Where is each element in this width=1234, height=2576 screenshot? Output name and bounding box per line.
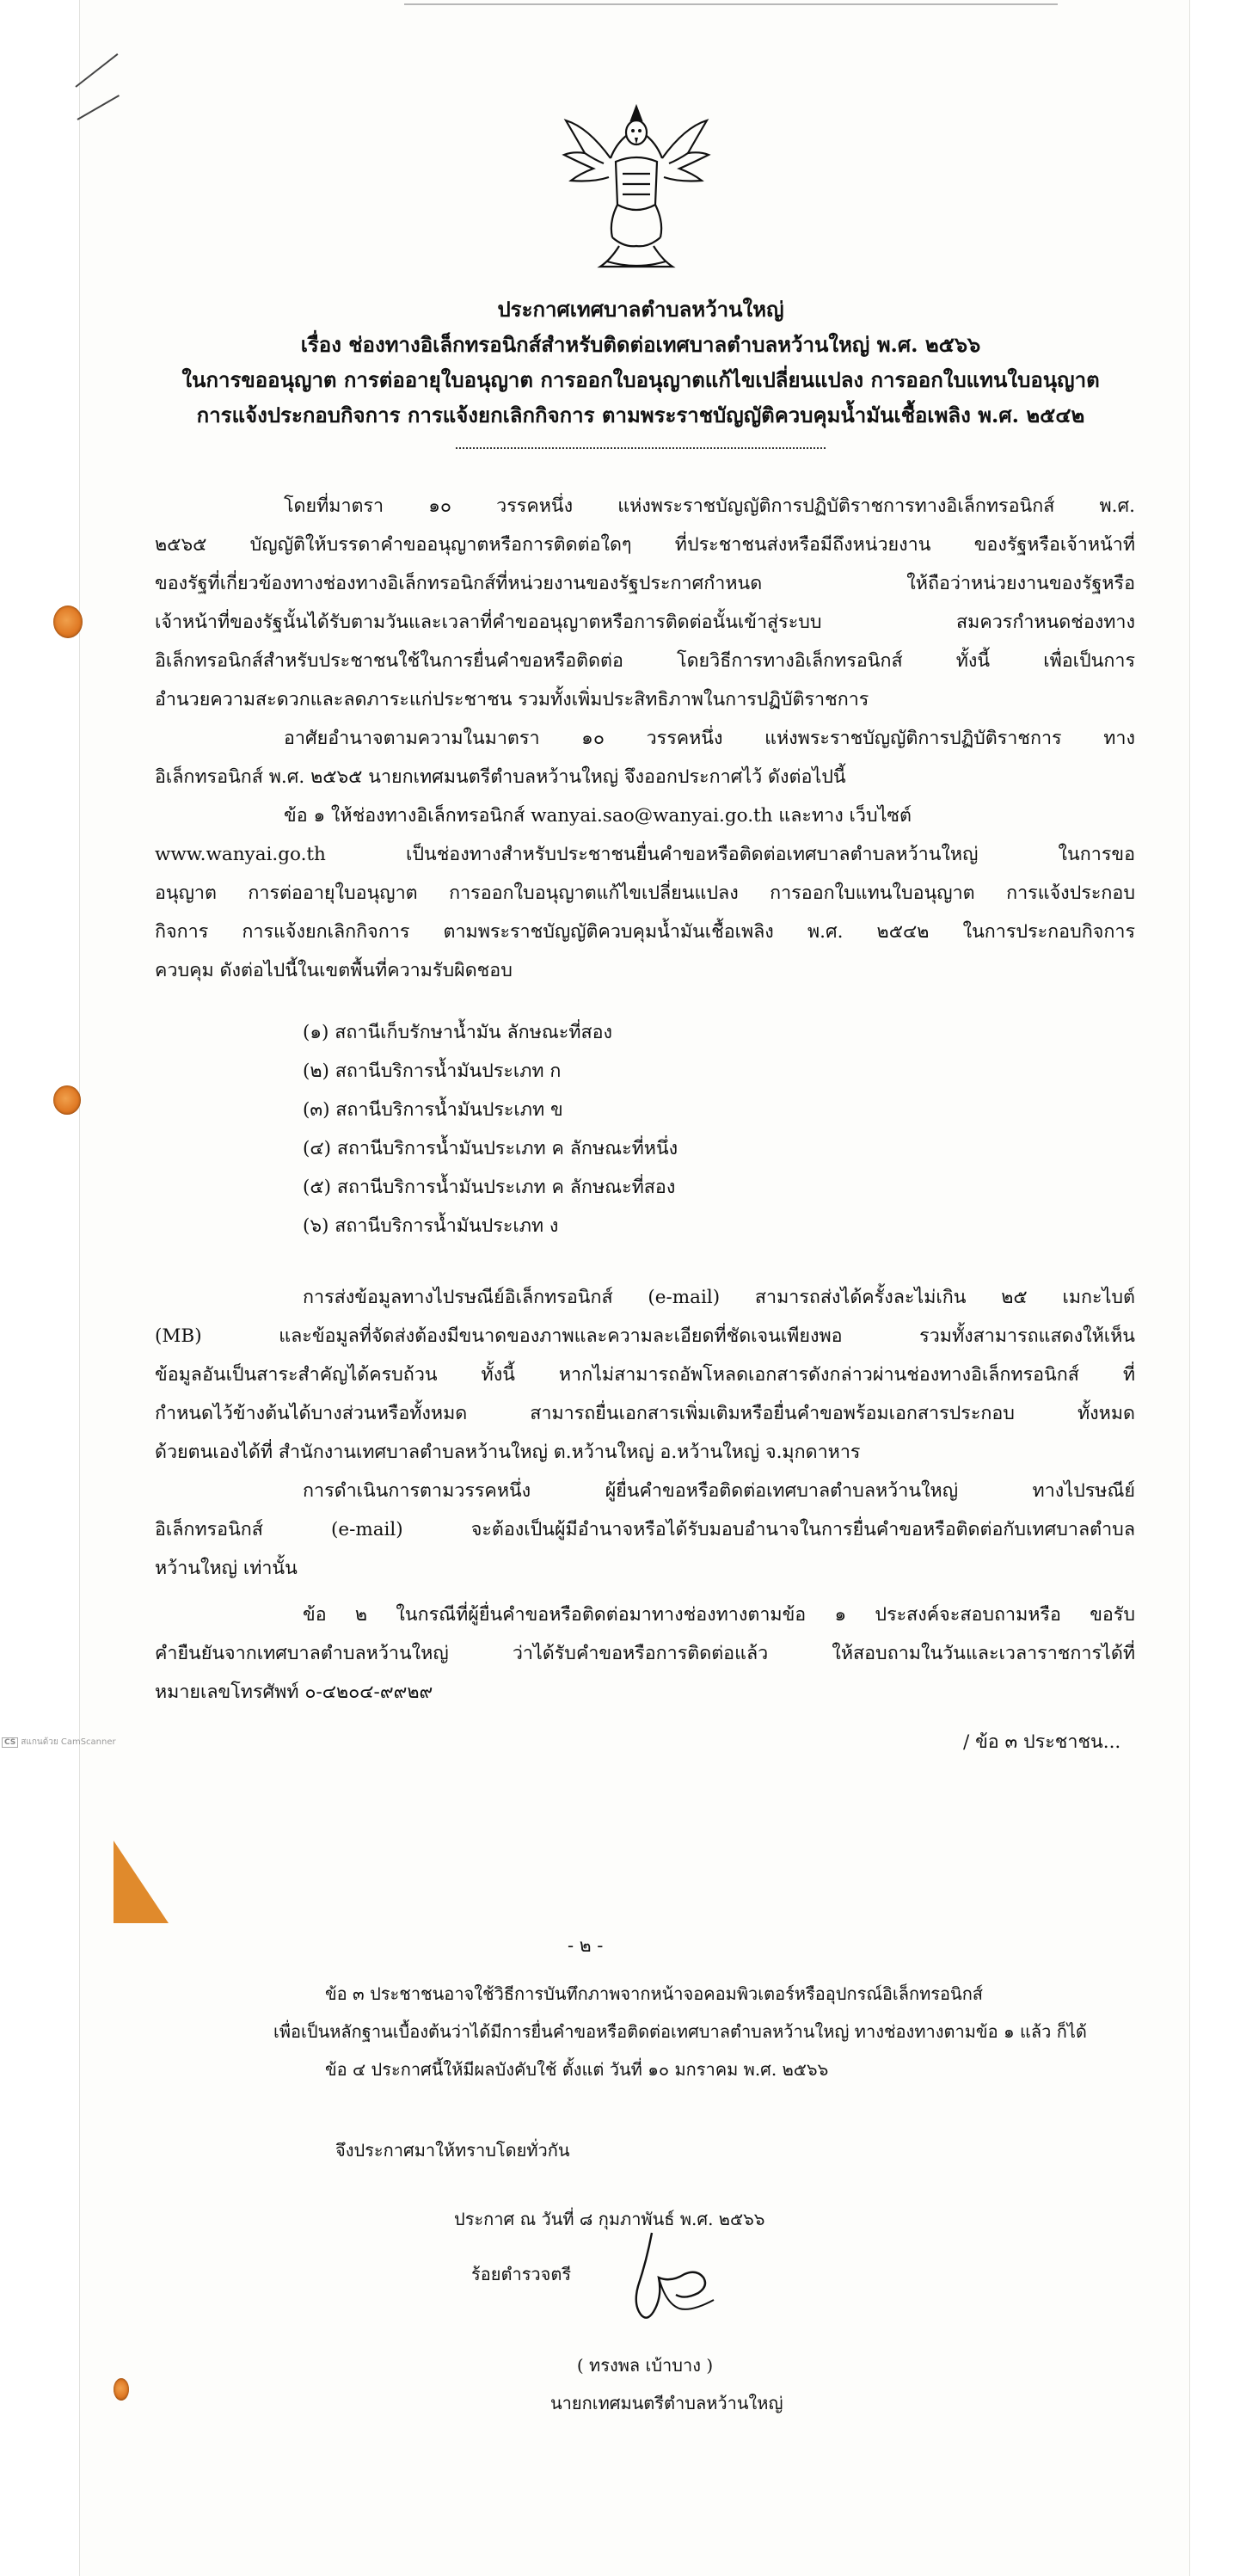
scan-edge-line xyxy=(404,3,1058,5)
signer-position: นายกเทศมนตรีตำบลหว้านใหญ่ xyxy=(550,2393,783,2413)
announcement-subject-line-4: การแจ้งประกอบกิจการ การแจ้งยกเลิกกิจการ ตามพระราชบัญญัติควบคุมน้ำมันเชื้อเพลิง พ.ศ. ๒๕๔๒ xyxy=(196,403,1085,427)
clause3-line: เพื่อเป็นหลักฐานเบื้องต้นว่าได้มีการยื่นคำขอหรือติดต่อเทศบาลตำบลหว้านใหญ่ ทางช่องทางตามข้อ ๑ แล้ว ก็ได้ xyxy=(273,2021,1087,2042)
list-item: (๑) สถานีเก็บรักษาน้ำมัน ลักษณะที่สอง xyxy=(303,1022,613,1043)
tape-corner xyxy=(114,1841,169,1923)
dotted-separator xyxy=(456,447,826,449)
camscanner-label: สแกนด้วย CamScanner xyxy=(21,1737,116,1747)
para4-line: อิเล็กทรอนิกส์ (e-mail) จะต้องเป็นผู้มีอำนาจหรือได้รับมอบอำนาจในการยื่นคำขอหรือติดต่อกับเทศบาลตำบล xyxy=(155,1519,1135,1540)
list-item: (๒) สถานีบริการน้ำมันประเภท ก xyxy=(303,1061,562,1082)
para3-line: กำหนดไว้ข้างต้นได้บางส่วนหรือทั้งหมด สามารถยื่นเอกสารเพิ่มเติมหรือยื่นคำขอพร้อมเอกสารประกอบ ทั้งหมด xyxy=(155,1403,1135,1424)
para1-line: โดยที่มาตรา ๑๐ วรรคหนึ่ง แห่งพระราชบัญญัติการปฏิบัติราชการทางอิเล็กทรอนิกส์ พ.ศ. xyxy=(284,495,1135,517)
para1-line: อิเล็กทรอนิกส์สำหรับประชาชนใช้ในการยื่นคำขอหรือติดต่อ โดยวิธีการทางอิเล็กทรอนิกส์ ทั้งนี้ เพื่อเป็นการ xyxy=(155,650,1135,672)
list-item: (๖) สถานีบริการน้ำมันประเภท ง xyxy=(303,1215,559,1237)
para2-line: อาศัยอำนาจตามความในมาตรา ๑๐ วรรคหนึ่ง แห่งพระราชบัญญัติการปฏิบัติราชการ ทาง xyxy=(284,728,1135,749)
signer-rank: ร้อยตำรวจตรี xyxy=(471,2264,572,2284)
hole-punch xyxy=(53,606,83,638)
handwritten-signature xyxy=(602,2226,722,2329)
list-item: (๓) สถานีบริการน้ำมันประเภท ข xyxy=(303,1099,563,1121)
garuda-emblem-icon xyxy=(559,101,714,274)
clause4-line: ข้อ ๔ ประกาศนี้ให้มีผลบังคับใช้ ตั้งแต่ วันที่ ๑๐ มกราคม พ.ศ. ๒๕๖๖ xyxy=(325,2059,829,2080)
clause1-line: อนุญาต การต่ออายุใบอนุญาต การออกใบอนุญาตแก้ไขเปลี่ยนแปลง การออกใบแทนใบอนุญาต การแจ้งประกอบ xyxy=(155,882,1135,904)
para1-line: อำนวยความสะดวกและลดภาระแก่ประชาชน รวมทั้งเพิ่มประสิทธิภาพในการปฏิบัติราชการ xyxy=(155,689,869,710)
clause1-line: ควบคุม ดังต่อไปนี้ในเขตพื้นที่ความรับผิดชอบ xyxy=(155,960,513,981)
clause1-first-line: ข้อ ๑ ให้ช่องทางอิเล็กทรอนิกส์ wanyai.sao@wanyai.go.th และทาง เว็บไซต์ xyxy=(284,805,912,827)
clause1-line: www.wanyai.go.th เป็นช่องทางสำหรับประชาชนยื่นคำขอหรือติดต่อเทศบาลตำบลหว้านใหญ่ ในการขอ xyxy=(155,844,1135,865)
clause3-line: ข้อ ๓ ประชาชนอาจใช้วิธีการบันทึกภาพจากหน้าจอคอมพิวเตอร์หรืออุปกรณ์อิเล็กทรอนิกส์ xyxy=(325,1983,984,2004)
list-item: (๕) สถานีบริการน้ำมันประเภท ค ลักษณะที่สอง xyxy=(303,1177,676,1198)
para3-line: การส่งข้อมูลทางไปรษณีย์อิเล็กทรอนิกส์ (e-mail) สามารถส่งได้ครั้งละไม่เกิน ๒๕ เมกะไบต์ xyxy=(303,1287,1135,1308)
clause2-line: คำยืนยันจากเทศบาลตำบลหว้านใหญ่ ว่าได้รับคำขอหรือการติดต่อแล้ว ให้สอบถามในวันและเวลาราชการได้ที่ xyxy=(155,1643,1135,1664)
clause1-line: กิจการ การแจ้งยกเลิกกิจการ ตามพระราชบัญญัติควบคุมน้ำมันเชื้อเพลิง พ.ศ. ๒๕๔๒ ในการประกอบกิจการ xyxy=(155,921,1135,943)
para4-line: การดำเนินการตามวรรคหนึ่ง ผู้ยื่นคำขอหรือติดต่อเทศบาลตำบลหว้านใหญ่ ทางไปรษณีย์ xyxy=(303,1480,1135,1502)
signer-name: ( ทรงพล เบ้าบาง ) xyxy=(576,2355,714,2376)
announce-date: ประกาศ ณ วันที่ ๘ กุมภาพันธ์ พ.ศ. ๒๕๖๖ xyxy=(454,2209,765,2229)
camscanner-watermark xyxy=(2,1736,116,1749)
clause2-line: หมายเลขโทรศัพท์ ๐-๔๒๐๔-๙๙๒๙ xyxy=(155,1681,433,1703)
para1-line: ของรัฐที่เกี่ยวข้องทางช่องทางอิเล็กทรอนิกส์ที่หน่วยงานของรัฐประกาศกำหนด ให้ถือว่าหน่วยงานของรัฐหรือ xyxy=(155,573,1135,594)
hole-punch xyxy=(53,1085,81,1115)
announcement-subject: เรื่อง ช่องทางอิเล็กทรอนิกส์สำหรับติดต่อเทศบาลตำบลหว้านใหญ่ พ.ศ. ๒๕๖๖ xyxy=(300,332,981,357)
para2-line: อิเล็กทรอนิกส์ พ.ศ. ๒๕๖๕ นายกเทศมนตรีตำบลหว้านใหญ่ จึงออกประกาศไว้ ดังต่อไปนี้ xyxy=(155,766,846,788)
list-item: (๔) สถานีบริการน้ำมันประเภท ค ลักษณะที่หนึ่ง xyxy=(303,1138,678,1159)
announce-line: จึงประกาศมาให้ทราบโดยทั่วกัน xyxy=(335,2140,570,2161)
para1-line: ๒๕๖๕ บัญญัติให้บรรดาคำขออนุญาตหรือการติดต่อใดๆ ที่ประชาชนส่งหรือมีถึงหน่วยงาน ของรัฐหรือเจ้าหน้าที่ xyxy=(155,534,1135,556)
para3-line: (MB) และข้อมูลที่จัดส่งต้องมีขนาดของภาพและความละเอียดที่ชัดเจนเพียงพอ รวมทั้งสามารถแสดงให้เห็น xyxy=(155,1325,1135,1347)
page-number: - ๒ - xyxy=(568,1935,604,1956)
announcement-title: ประกาศเทศบาลตำบลหว้านใหญ่ xyxy=(497,297,784,322)
para3-line: ข้อมูลอันเป็นสาระสำคัญได้ครบถ้วน ทั้งนี้ หากไม่สามารถอัพโหลดเอกสารดังกล่าวผ่านช่องทางอิเล็กทรอนิกส์ ที่ xyxy=(155,1364,1135,1386)
continued-note: / ข้อ ๓ ประชาชน... xyxy=(963,1731,1121,1753)
para1-line: เจ้าหน้าที่ของรัฐนั้นได้รับตามวันและเวลาที่คำขออนุญาตหรือการติดต่อนั้นเข้าสู่ระบบ สมควรกำหนดช่องทาง xyxy=(155,612,1135,633)
para3-line: ด้วยตนเองได้ที่ สำนักงานเทศบาลตำบลหว้านใหญ่ ต.หว้านใหญ่ อ.หว้านใหญ่ จ.มุกดาหาร xyxy=(155,1442,861,1463)
announcement-subject-line-3: ในการขออนุญาต การต่ออายุใบอนุญาต การออกใบอนุญาตแก้ไขเปลี่ยนแปลง การออกใบแทนใบอนุญาต xyxy=(181,367,1100,392)
clause2-line: ข้อ ๒ ในกรณีที่ผู้ยื่นคำขอหรือติดต่อมาทางช่องทางตามข้อ ๑ ประสงค์จะสอบถามหรือ ขอรับ xyxy=(303,1604,1135,1626)
hole-punch xyxy=(114,2378,129,2401)
camscanner-badge: CS xyxy=(2,1737,18,1748)
para4-line: หว้านใหญ่ เท่านั้น xyxy=(155,1558,298,1579)
